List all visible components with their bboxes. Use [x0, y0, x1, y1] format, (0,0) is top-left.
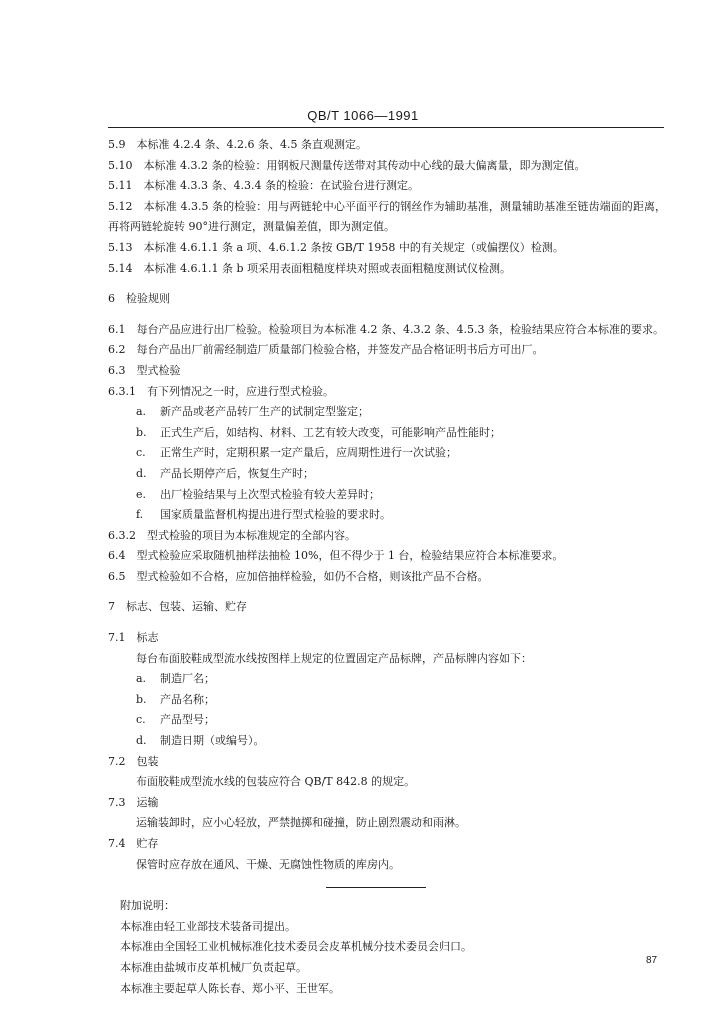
clause-7-1	[108, 628, 666, 649]
clause-5-9	[108, 135, 666, 156]
clause-6-1	[108, 320, 666, 341]
clause-text: 型式检验	[136, 363, 181, 377]
clause-7-1-body: 每台布面胶鞋成型流水线按图样上规定的位置固定产品标牌，产品标牌内容如下：	[136, 651, 532, 665]
appendix-notes	[108, 896, 666, 999]
clause-text: 型式检验的项目为本标准规定的全部内容。	[147, 528, 356, 542]
list-item-text: 产品名称；	[160, 692, 215, 706]
clause-number: 5.12	[108, 199, 133, 213]
clause-number: 5.9	[108, 138, 126, 151]
section-6-heading: 6 检验规则	[108, 292, 170, 306]
clause-7-3	[108, 793, 666, 814]
clause-number: 5.11	[108, 179, 133, 193]
clause-text: 标志	[136, 631, 159, 645]
appendix-line: 本标准主要起草人陈长春、郑小平、王世军。	[120, 981, 340, 995]
spacer	[108, 310, 666, 320]
clause-text: 型式检验应采取随机抽样法抽检 10%，但不得少于 1 台，检验结果应符合本标准要求。	[136, 549, 564, 563]
clause-6-5	[108, 567, 666, 588]
clause-number: 6.4	[108, 549, 126, 563]
list-item	[136, 731, 666, 752]
clause-text: 本标准 4.6.1.1 条 a 项、4.6.1.2 条按 GB/T 1958 中的有关规定（或偏摆仪）检测。	[143, 240, 564, 254]
clause-text: 本标准 4.3.3 条、4.3.4 条的检验：在试验台进行测定。	[143, 179, 419, 193]
clause-number: 5.13	[108, 240, 133, 254]
nameplate-contents-list	[108, 669, 666, 751]
clause-number: 6.3	[108, 363, 126, 377]
list-marker: e.	[136, 487, 147, 501]
clause-5-14	[108, 259, 666, 280]
list-marker: c.	[136, 713, 146, 727]
document-body	[108, 135, 666, 999]
list-item	[136, 669, 666, 690]
clause-number: 6.3.2	[108, 528, 136, 542]
list-item-text: 正常生产时，定期积累一定产量后，应周期性进行一次试验；	[160, 446, 457, 460]
appendix-title: 附加说明：	[120, 899, 175, 913]
clause-number: 7.3	[108, 795, 126, 809]
clause-number: 6.3.1	[108, 384, 136, 398]
clause-text: 每台产品出厂前需经制造厂质量部门检验合格，并签发产品合格证明书后方可出厂。	[136, 343, 544, 357]
end-divider	[326, 887, 426, 888]
clause-text: 每台产品应进行出厂检验。检验项目为本标准 4.2 条、4.3.2 条、4.5.3 条，检验结果应符合本标准的要求。	[136, 322, 664, 336]
list-item	[136, 423, 666, 444]
list-item-text: 国家质量监督机构提出进行型式检验的要求时。	[160, 508, 391, 522]
clause-7-4	[108, 834, 666, 855]
clause-6-3-2	[108, 526, 666, 547]
list-marker: a.	[136, 672, 147, 686]
clause-text: 有下列情况之一时，应进行型式检验。	[147, 384, 334, 398]
clause-7-4-body: 保管时应存放在通风、干燥、无腐蚀性物质的库房内。	[136, 857, 400, 871]
list-item-text: 产品长期停产后，恢复生产时；	[160, 466, 314, 480]
clause-number: 6.5	[108, 569, 126, 583]
clause-5-11	[108, 176, 666, 197]
clause-6-2	[108, 340, 666, 361]
clause-number: 7.2	[108, 754, 126, 768]
list-item	[136, 690, 666, 711]
list-marker: d.	[136, 466, 147, 480]
appendix-line: 本标准由盐城市皮革机械厂负责起草。	[120, 960, 307, 974]
clause-text: 贮存	[136, 837, 159, 850]
list-marker: b.	[136, 692, 147, 706]
clause-text: 本标准 4.3.2 条的检验：用钢板尺测量传送带对其传动中心线的最大偏离量，即为测定值。	[143, 158, 586, 172]
list-item	[136, 464, 666, 485]
clause-5-12	[108, 197, 666, 238]
clause-7-3-body: 运输装卸时，应小心轻放，严禁抛掷和碰撞，防止剧烈震动和雨淋。	[136, 816, 466, 830]
header-rule	[108, 127, 664, 128]
clause-text: 包装	[136, 754, 159, 768]
list-marker: c.	[136, 446, 146, 460]
list-marker: f.	[136, 508, 144, 522]
clause-5-13	[108, 238, 666, 259]
clause-number: 6.1	[108, 322, 126, 336]
list-item	[136, 505, 666, 526]
appendix-line: 本标准由轻工业部技术装备司提出。	[120, 919, 296, 933]
clause-number: 7.4	[108, 837, 126, 850]
list-item-text: 制造日期（或编号）。	[160, 734, 265, 748]
standard-code-header: QB/T 1066—1991	[307, 108, 419, 123]
appendix-line: 本标准由全国轻工业机械标准化技术委员会皮革机械分技术委员会归口。	[120, 940, 472, 954]
list-marker: b.	[136, 425, 147, 439]
list-item-text: 制造厂名；	[160, 672, 215, 686]
clause-5-10	[108, 156, 666, 177]
spacer	[108, 279, 666, 289]
clause-number: 7.1	[108, 631, 126, 645]
clause-6-3	[108, 361, 666, 382]
clause-text: 本标准 4.6.1.1 条 b 项采用表面粗糙度样块对照或表面粗糙度测试仪检测。	[143, 261, 512, 275]
list-item	[136, 710, 666, 731]
section-7-heading: 7 标志、包装、运输、贮存	[108, 600, 247, 614]
clause-number: 5.14	[108, 261, 133, 275]
page-number: 87	[646, 955, 658, 966]
clause-6-3-1	[108, 382, 666, 403]
spacer	[108, 587, 666, 597]
list-item-text: 产品型号；	[160, 713, 215, 727]
clause-7-2-body: 布面胶鞋成型流水线的包装应符合 QB/T 842.8 的规定。	[136, 775, 416, 789]
list-marker: d.	[136, 734, 147, 748]
list-marker: a.	[136, 405, 147, 419]
clause-number: 5.10	[108, 158, 133, 172]
clause-text: 本标准 4.2.4 条、4.2.6 条、4.5 条直观测定。	[136, 138, 367, 151]
list-item	[136, 485, 666, 506]
spacer	[108, 618, 666, 628]
clause-text: 型式检验如不合格，应加倍抽样检验，如仍不合格，则该批产品不合格。	[136, 569, 489, 583]
list-item-text: 出厂检验结果与上次型式检验有较大差异时；	[160, 487, 380, 501]
list-item-text: 正式生产后，如结构、材料、工艺有较大改变，可能影响产品性能时；	[160, 425, 501, 439]
list-item-text: 新产品或老产品转厂生产的试制定型鉴定；	[160, 405, 369, 419]
list-item	[136, 443, 666, 464]
type-test-conditions-list	[108, 402, 666, 526]
list-item	[136, 402, 666, 423]
clause-6-4	[108, 546, 666, 567]
clause-text: 本标准 4.3.5 条的检验：用与两链轮中心平面平行的钢丝作为辅助基准，测量辅助基准至链齿端面的距离，再将两链轮旋转 90°进行测定，测量偏差值，即为测定值。	[108, 199, 666, 234]
clause-text: 运输	[136, 795, 159, 809]
clause-7-2	[108, 752, 666, 773]
clause-number: 6.2	[108, 343, 126, 357]
